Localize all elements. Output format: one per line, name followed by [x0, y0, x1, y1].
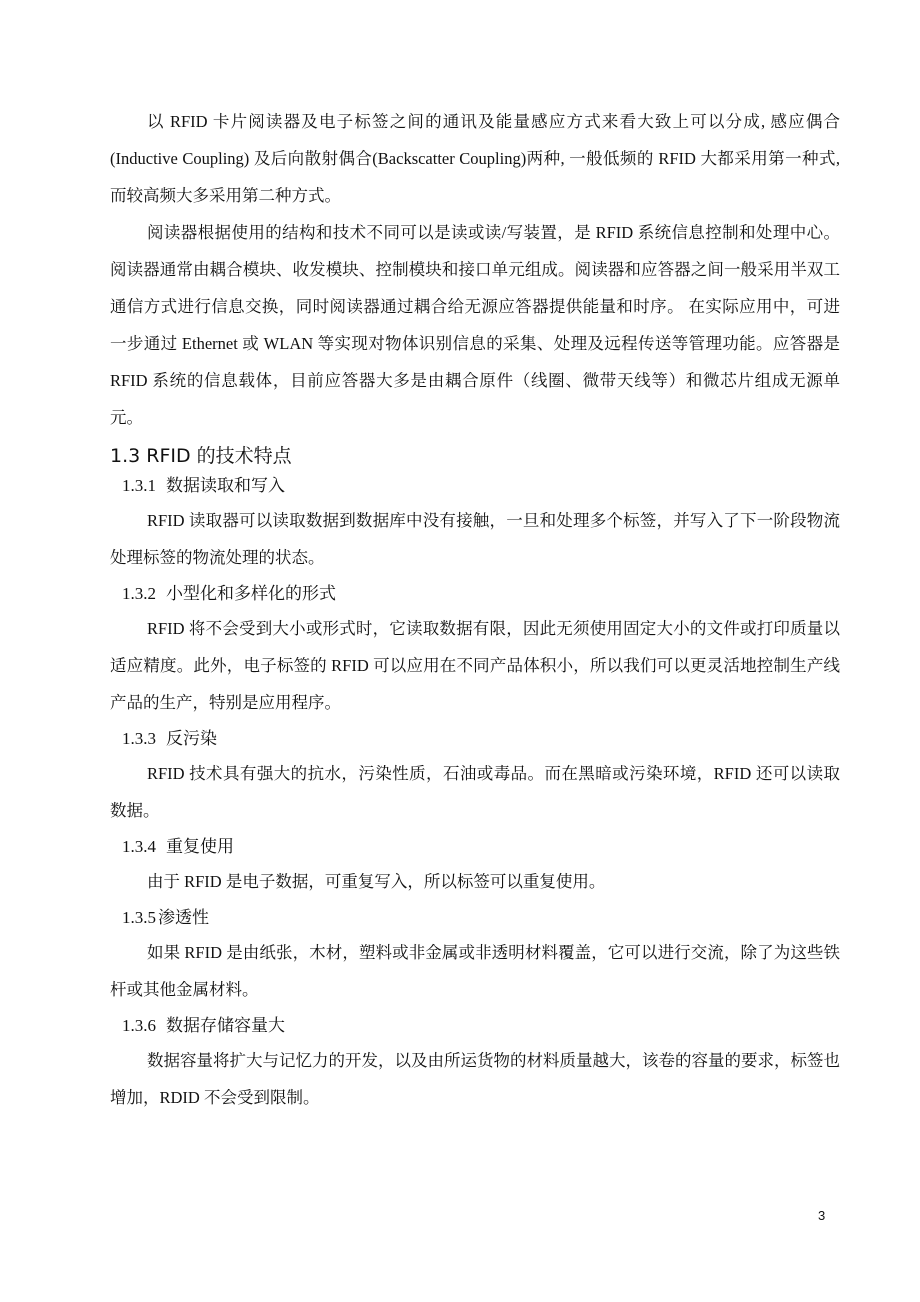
- subsection-number: 1.3.1: [122, 476, 156, 495]
- subsection-paragraph-1-3-2: RFID 将不会受到大小或形式时，它读取数据有限，因此无须使用固定大小的文件或打印质量以适应精度。此外，电子标签的 RFID 可以应用在不同产品体积小，所以我们可以更灵活地控制生产线产品的生产，特别是应用程序。: [110, 619, 840, 712]
- subsection-heading-1-3-3: [122, 728, 840, 750]
- subsection-number: 1.3.4: [122, 837, 156, 856]
- page-number: 3: [818, 1208, 826, 1223]
- subsection-heading-1-3-2: [122, 583, 840, 605]
- subsection-number: 1.3.6: [122, 1016, 156, 1035]
- subsection-paragraph-1-3-3: RFID 技术具有强大的抗水，污染性质，石油或毒品。而在黑暗或污染环境，RFID 还可以读取数据。: [110, 764, 840, 820]
- subsection-heading-1-3-5: [122, 907, 840, 929]
- subsection-paragraph-1-3-4: 由于 RFID 是电子数据，可重复写入，所以标签可以重复使用。: [147, 872, 606, 891]
- subsection-heading-1-3-6: [122, 1015, 840, 1037]
- intro-paragraph-2: 阅读器根据使用的结构和技术不同可以是读或读/写装置，是 RFID 系统信息控制和处理中心。阅读器通常由耦合模块、收发模块、控制模块和接口单元组成。阅读器和应答器之间一般采用半双工通信方式进行信息交换，同时阅读器通过耦合给无源应答器提供能量和时序。 在实际应用中，可进一步通过 Ethernet 或 WLAN 等实现对物体识别信息的采集、处理及远程传送等管理功能。应答器是 RFID 系统的信息载体，目前应答器大多是由耦合原件（线圈、微带天线等）和微芯片组成无源单元。: [110, 223, 840, 427]
- subsection-number: 1.3.2: [122, 584, 156, 603]
- subsection-title: 数据读取和写入: [166, 476, 285, 496]
- subsection-title: 反污染: [166, 729, 217, 749]
- subsection-heading-1-3-1: [122, 475, 840, 497]
- page-content: [110, 103, 840, 1116]
- subsection-paragraph-1-3-1: RFID 读取器可以读取数据到数据库中没有接触，一旦和处理多个标签，并写入了下一阶段物流处理标签的物流处理的状态。: [110, 511, 840, 567]
- subsection-paragraph-1-3-5: 如果 RFID 是由纸张，木材，塑料或非金属或非透明材料覆盖，它可以进行交流，除了为这些铁杆或其他金属材料。: [110, 943, 840, 999]
- subsection-number: 1.3.3: [122, 729, 156, 748]
- subsection-title: 数据存储容量大: [166, 1016, 285, 1036]
- section-heading-1-3: 1.3 RFID 的技术特点: [110, 445, 292, 467]
- subsection-number: 1.3.5: [122, 908, 156, 927]
- subsection-title: 渗透性: [158, 908, 209, 928]
- subsection-title: 重复使用: [166, 837, 234, 857]
- intro-paragraph-1: 以 RFID 卡片阅读器及电子标签之间的通讯及能量感应方式来看大致上可以分成, 感应偶合(Inductive Coupling) 及后向散射偶合(Backscatter Coupling)两种, 一般低频的 RFID 大都采用第一种式, 而较高频大多采用第二种方式。: [110, 112, 840, 205]
- subsection-paragraph-1-3-6: 数据容量将扩大与记忆力的开发，以及由所运货物的材料质量越大，该卷的容量的要求，标签也增加，RDID 不会受到限制。: [110, 1051, 840, 1107]
- subsection-heading-1-3-4: [122, 836, 840, 858]
- subsection-title: 小型化和多样化的形式: [166, 584, 336, 604]
